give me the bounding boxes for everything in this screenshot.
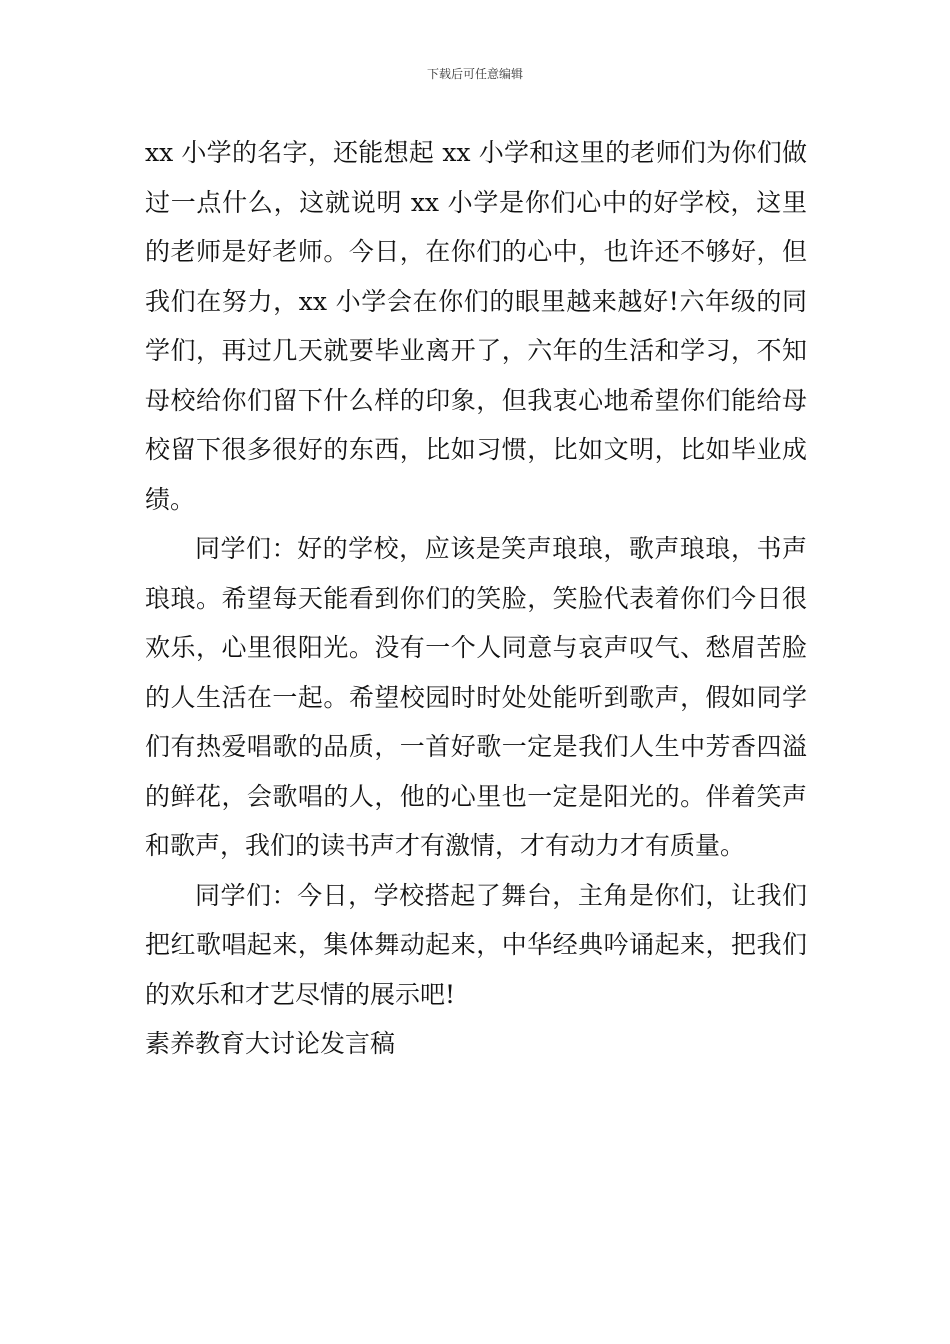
page-header-note: 下载后可任意编辑 (426, 67, 523, 81)
paragraph-3: 同学们：今日，学校搭起了舞台，主角是你们，让我们把红歌唱起来，集体舞动起来，中华经典吟诵起来，把我们的欢乐和才艺尽情的展示吧! (145, 880, 807, 1009)
paragraph-2: 同学们：好的学校，应该是笑声琅琅，歌声琅琅，书声琅琅。希望每天能看到你们的笑脸，笑脸代表着你们今日很欢乐，心里很阳光。没有一个人同意与哀声叹气、愁眉苦脸的人生活在一起。希望校园时时处处能听到歌声，假如同学们有热爱唱歌的品质，一首好歌一定是我们人生中芳香四溢的鲜花，会歌唱的人，他的心里也一定是阳光的。伴着笑声和歌声，我们的读书声才有激情，才有动力才有质量。 (145, 534, 807, 860)
paragraph-1: xx 小学的名字，还能想起 xx 小学和这里的老师们为你们做过一点什么，这就说明 xx 小学是你们心中的好学校，这里的老师是好老师。今日，在你们的心中，也许还不够好，但我们在努力，xx 小学会在你们的眼里越来越好!六年级的同学们，再过几天就要毕业离开了，六年的生活和学习，不知母校给你们留下什么样的印象，但我衷心地希望你们能给母校留下很多很好的东西，比如习惯，比如文明，比如毕业成绩。 (145, 138, 807, 514)
next-section-title: 素养教育大讨论发言稿 (145, 1029, 396, 1058)
document-body (145, 128, 807, 1069)
